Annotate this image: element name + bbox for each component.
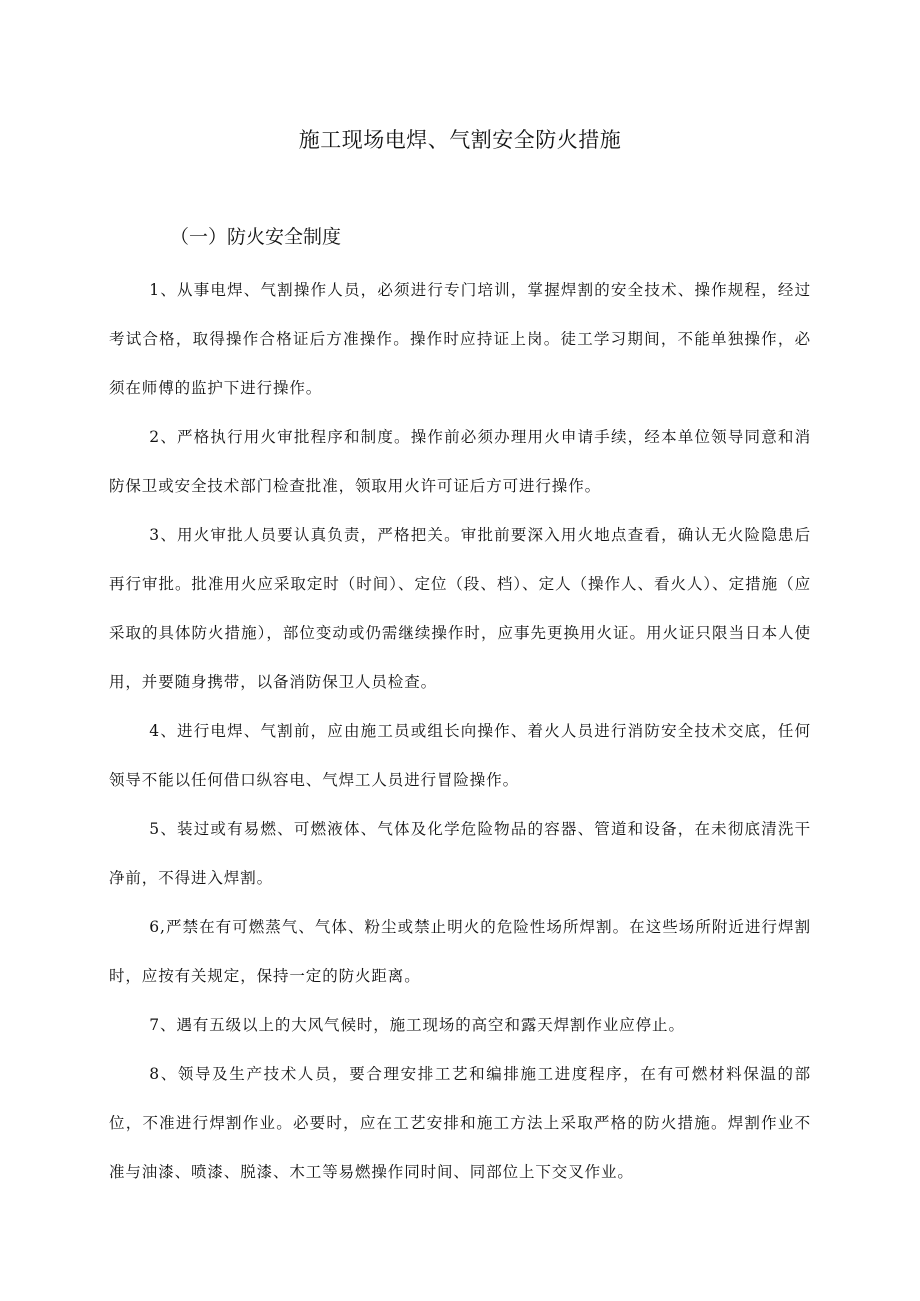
paragraph-8: 8、领导及生产技术人员，要合理安排工艺和编排施工进度程序，在有可燃材料保温的部位，不准进行焊割作业。必要时，应在工艺安排和施工方法上采取严格的防火措施。焊割作业不准与油漆、喷漆、脱漆、木工等易燃操作同时间、同部位上下交叉作业。: [109, 1065, 811, 1181]
document-body: [109, 266, 811, 1197]
document-title: 施工现场电焊、气割安全防火措施: [298, 128, 622, 152]
paragraph-2: 2、严格执行用火审批程序和制度。操作前必须办理用火申请手续，经本单位领导同意和消防保卫或安全技术部门检查批准，领取用火许可证后方可进行操作。: [109, 428, 811, 495]
paragraph-1: 1、从事电焊、气割操作人员，必须进行专门培训，掌握焊割的安全技术、操作规程，经过考试合格，取得操作合格证后方准操作。操作时应持证上岗。徒工学习期间，不能单独操作，必须在师傅的监护下进行操作。: [109, 281, 811, 397]
paragraph-5: 5、装过或有易燃、可燃液体、气体及化学危险物品的容器、管道和设备，在未彻底清洗干净前，不得进入焊割。: [109, 820, 811, 887]
paragraph-4: 4、进行电焊、气割前，应由施工员或组长向操作、着火人员进行消防安全技术交底，任何领导不能以任何借口纵容电、气焊工人员进行冒险操作。: [109, 722, 811, 789]
section-heading: （一）防火安全制度: [170, 226, 342, 248]
paragraph-3: 3、用火审批人员要认真负责，严格把关。审批前要深入用火地点查看，确认无火险隐患后再行审批。批准用火应采取定时（时间）、定位（段、档）、定人（操作人、看火人）、定措施（应采取的具体防火措施），部位变动或仍需继续操作时，应事先更换用火证。用火证只限当日本人使用，并要随身携带，以备消防保卫人员检查。: [109, 526, 811, 691]
paragraph-7: 7、遇有五级以上的大风气候时，施工现场的高空和露天焊割作业应停止。: [149, 1016, 685, 1034]
paragraph-6: 6,严禁在有可燃蒸气、气体、粉尘或禁止明火的危险性场所焊割。在这些场所附近进行焊割时，应按有关规定，保持一定的防火距离。: [109, 918, 811, 985]
